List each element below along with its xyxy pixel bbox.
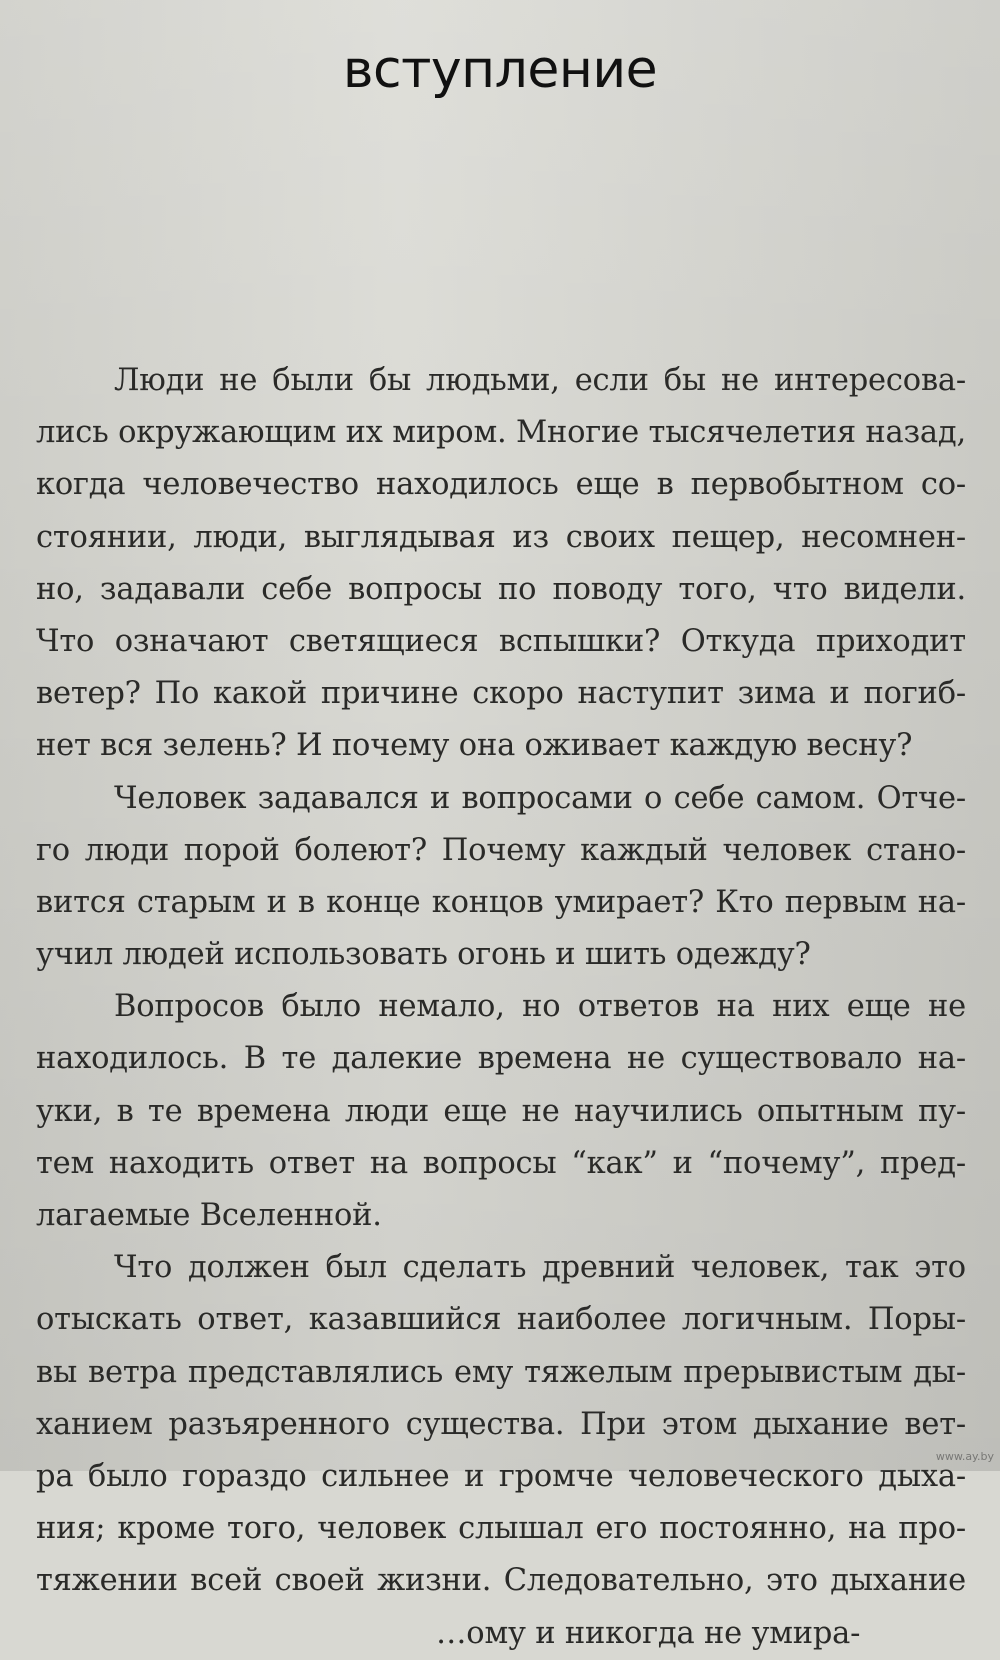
text-line: ханием разъяренного существа. При этом дыхание вет-: [36, 1406, 966, 1442]
text-line: вы ветра представлялись ему тяжелым прерывистым ды-: [36, 1354, 966, 1390]
paragraph-2: [36, 773, 966, 982]
chapter-title: вступление: [342, 40, 658, 100]
text-line: вится старым и в конце концов умирает? Кто первым на-: [36, 884, 967, 920]
text-line: ветер? По какой причине скоро наступит зима и погиб-: [36, 676, 966, 712]
text-line-cut: …ому и никогда не умира-: [436, 1615, 861, 1651]
text-line: го люди порой болеют? Почему каждый человек стано-: [36, 832, 967, 868]
text-line: Вопросов было немало, но ответов на них еще не: [114, 989, 967, 1025]
text-line: когда человечество находилось еще в первобытном со-: [36, 467, 966, 503]
text-line: уки, в те времена люди еще не научились опытным пу-: [36, 1093, 966, 1129]
text-line: Человек задавался и вопросами о себе самом. Отче-: [114, 780, 966, 816]
text-line: ния; кроме того, человек слышал его постоянно, на про-: [36, 1511, 966, 1547]
text-line: тем находить ответ на вопросы “как” и “почему”, пред-: [36, 1145, 966, 1181]
body-text: [36, 355, 966, 1660]
watermark: www.ay.by: [935, 1450, 994, 1463]
text-line: но, задавали себе вопросы по поводу того, что видели.: [36, 571, 966, 607]
text-line: лагаемые Вселенной.: [36, 1198, 382, 1233]
text-line: отыскать ответ, казавшийся наиболее логичным. Поры-: [36, 1302, 966, 1338]
text-line: находилось. В те далекие времена не существовало на-: [36, 1041, 967, 1077]
paragraph-4: [36, 1242, 966, 1660]
paragraph-3: [36, 981, 966, 1242]
paragraph-1: [36, 355, 966, 773]
text-line: учил людей использовать огонь и шить одежду?: [36, 937, 811, 973]
text-line: нет вся зелень? И почему она оживает каждую весну?: [36, 728, 913, 764]
text-line: ра было гораздо сильнее и громче человеческого дыха-: [36, 1458, 967, 1494]
text-line: Что означают светящиеся вспышки? Откуда приходит: [36, 623, 966, 659]
text-line: Что должен был сделать древний человек, так это: [114, 1250, 966, 1286]
text-line: Люди не были бы людьми, если бы не интересова-: [114, 363, 967, 398]
text-line: лись окружающим их миром. Многие тысячелетия назад,: [36, 415, 966, 451]
text-line: тяжении всей своей жизни. Следовательно, это дыхание: [36, 1563, 966, 1599]
text-line: стоянии, люди, выглядывая из своих пещер, несомнен-: [36, 519, 966, 555]
